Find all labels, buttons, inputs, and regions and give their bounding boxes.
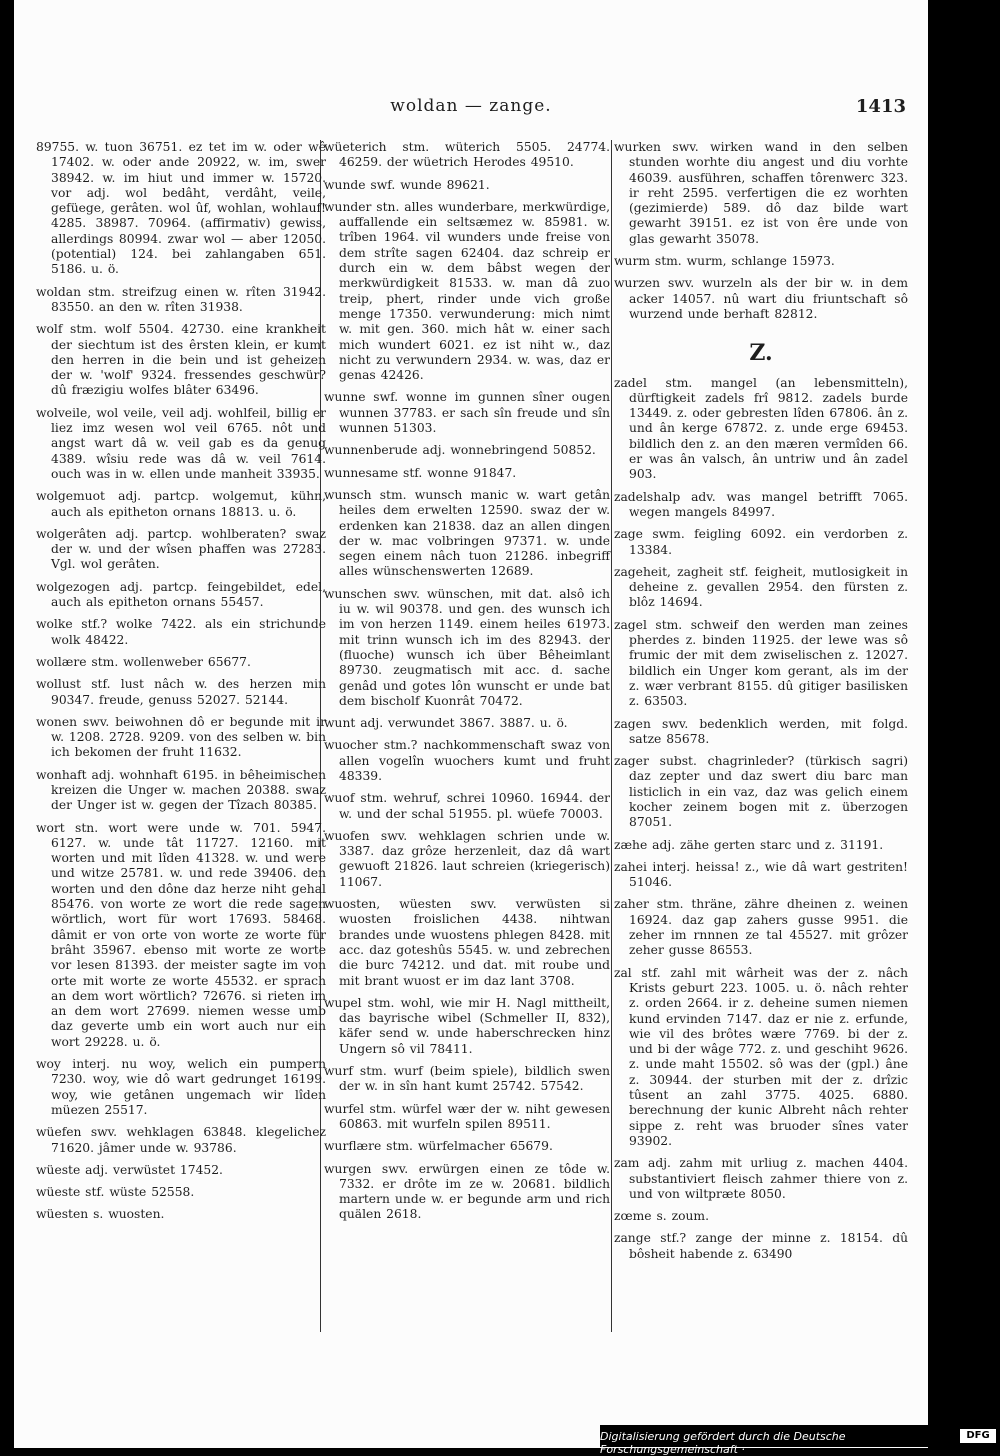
running-title: woldan — zange. bbox=[390, 96, 552, 116]
dictionary-entry: wuofen swv. wehklagen schrien unde w. 3387. daz grôze herzenleit, daz dâ wart gewuoft 21826. laut schreien (kriegerisch) 11067. bbox=[324, 828, 610, 889]
dictionary-entry: wunsch stm. wunsch manic w. wart getân heiles dem erwelten 12590. swaz der w. erdenken kan 21838. daz an allen dingen der w. mac volbringen 97371. w. unde segen einem nâch tuon 21286. inbegriff alles wünschenswerten 12689. bbox=[324, 487, 610, 579]
dictionary-entry: zahei interj. heissa! z., wie dâ wart gestriten! 51046. bbox=[614, 859, 908, 890]
funding-text: Digitalisierung gefördert durch die Deutsche Forschungsgemeinschaft · bbox=[600, 1430, 846, 1456]
dfg-logo: DFG bbox=[960, 1429, 996, 1443]
dictionary-entry: wurf stm. wurf (beim spiele), bildlich swen der w. in sîn hant kumt 25742. 57542. bbox=[324, 1064, 610, 1094]
dictionary-entry: wunde swf. wunde 89621. bbox=[324, 177, 490, 192]
dictionary-entry: wunt adj. verwundet 3867. 3887. u. ö. bbox=[324, 716, 568, 731]
page-number: 1413 bbox=[855, 96, 906, 117]
dictionary-entry: zagel stm. schweif den werden man zeines pherdes z. binden 11925. der lewe was sô frumic der mit dem zwiselischen z. 12027. bildlich ein Unger kom gerant, als im der z. wær verbrant 8155. dû gitiger basilisken z. 63503. bbox=[614, 617, 908, 709]
dictionary-entry: wurzen swv. wurzeln als der bir w. in dem acker 14057. nû wart diu friuntschaft sô wurzend unde berhaft 82812. bbox=[614, 276, 908, 321]
dictionary-entry: woldan stm. streifzug einen w. rîten 31942. 83550. an den w. rîten 31938. bbox=[36, 284, 326, 314]
dictionary-entry: wonen swv. beiwohnen dô er begunde mit ir w. 1208. 2728. 9209. von des selben w. bin ich bekomen der fruht 11632. bbox=[36, 714, 326, 760]
dictionary-entry: wollære stm. wollenweber 65677. bbox=[36, 654, 251, 669]
dictionary-entry: wüefen swv. wehklagen 63848. klegelichez 71620. jâmer unde w. 93786. bbox=[36, 1125, 326, 1155]
dictionary-page bbox=[14, 0, 928, 1448]
page-header bbox=[14, 96, 928, 122]
dictionary-entry: zager subst. chagrinleder? (türkisch sagri) daz zepter und daz swert diu barc man listiclich in ein vaz, daz was gelich einem kocher zeinem bogen mit z. überzogen 87051. bbox=[614, 754, 908, 830]
dictionary-entry: 89755. w. tuon 36751. ez tet im w. oder wê 17402. w. oder ande 20922, w. im, swer 38942. w. im hiut und immer w. 15720. vor adj. wol bedâht, verdâht, veile, gefüege, gerâten. wol ûf, wohlan, wohlauf! 4285. 38987. 70964. (affirmativ) gewiss, allerdings 80994. zwar wol — aber 12050. (potential) 124. bei zahlangaben 651. 5186. u. ö. bbox=[36, 140, 326, 277]
dictionary-entry: wuof stm. wehruf, schrei 10960. 16944. der w. und der schal 51955. pl. wüefe 70003. bbox=[324, 791, 610, 821]
dictionary-entry: wolgerâten adj. partcp. wohlberaten? swaz der w. und der wîsen phaffen was 27283. Vgl. wol gerâten. bbox=[36, 526, 326, 572]
dictionary-entry: wüeste adj. verwüstet 17452. bbox=[36, 1162, 223, 1177]
dictionary-entry: wolf stm. wolf 5504. 42730. eine krankheit der siechtum ist des êrsten klein, er kumt den herren in die bein und ist geheizen der w. 'wolf' 9324. fressendes geschwür? dû fræzigiu wolfes blâter 63496. bbox=[36, 322, 326, 398]
dictionary-entry: zæhe adj. zähe gerten starc und z. 31191. bbox=[614, 837, 884, 852]
dictionary-entry: wurflære stm. würfelmacher 65679. bbox=[324, 1139, 553, 1154]
dictionary-entry: zageheit, zagheit stf. feigheit, mutlosigkeit in deheine z. gevallen 2954. den fürsten z. blôz 14694. bbox=[614, 564, 908, 610]
column-1 bbox=[36, 140, 326, 1230]
section-letter-heading: Z. bbox=[749, 340, 773, 367]
dictionary-entry: wurm stm. wurm, schlange 15973. bbox=[614, 254, 835, 269]
dictionary-entry: wurgen swv. erwürgen einen ze tôde w. 7332. er drôte im ze w. 20681. bildlich martern unde w. er begunde arm und rich quälen 2618. bbox=[324, 1161, 610, 1222]
dictionary-entry: wupel stm. wohl, wie mir H. Nagl mittheilt, das bayrische wibel (Schmeller II, 832), käfer send w. unde haberschrecken hinz Ungern sô vil 78411. bbox=[324, 995, 610, 1056]
dictionary-entry: wolgezogen adj. partcp. feingebildet, edel, auch als epitheton ornans 55457. bbox=[36, 579, 326, 610]
column-3-z-entries bbox=[614, 376, 908, 1262]
dictionary-entry: woy interj. nu woy, welich ein pumpern 7230. woy, wie dô wart gedrunget 16199. woy, wie getânen ungemach wir lîden müezen 25517. bbox=[36, 1057, 326, 1117]
column-divider-2 bbox=[611, 140, 612, 1332]
dictionary-entry: zam adj. zahm mit urliug z. machen 4404. substantiviert fleisch zahmer thiere von z. und von wiltpræte 8050. bbox=[614, 1156, 908, 1201]
dictionary-entry: zadel stm. mangel (an lebensmitteln), dürftigkeit zadels frî 9812. zadels burde 13449. z. oder gebresten lîden 67806. ân z. und ân kerge 67872. z. unde erge 69453. bildlich den z. an den mæren vermîden 66. er was ân valsch, ân untriw und ân zadel 903. bbox=[614, 375, 908, 482]
dictionary-entry: wuosten, wüesten swv. verwüsten si wuosten froislichen 4438. nihtwan brandes unde wuostens phlegen 8428. mit acc. daz goteshûs 5545. w. und zebrechen die burc 74212. und dat. mit roube und mit brant wuost er im daz lant 3708. bbox=[324, 897, 610, 988]
dictionary-entry: wunder stn. alles wunderbare, merkwürdige, auffallende ein seltsæmez w. 85981. w. trîben 1964. vil wunders unde freise von dem strîte sagen 62404. daz schreip er durch ein w. dem bâbst wegen der merkwürdigkeit 81533. w. man dâ zuo treip, phert, rinder unde vich große menge 17350. verwunderung: mich nimt w. mit gen. 360. mich hât w. einer sach mich wundert 6021. ez ist niht w., daz nicht zu verwundern 2934. w. was, daz er genas 42426. bbox=[324, 199, 611, 383]
dictionary-entry: wonhaft adj. wohnhaft 6195. in bêheimischen kreizen die Unger w. machen 20388. swaz der Unger ist w. gegen der Tîzach 80385. bbox=[36, 767, 326, 813]
dictionary-entry: zœme s. zoum. bbox=[614, 1209, 709, 1224]
dictionary-entry: wurfel stm. würfel wær der w. niht gewesen 60863. mit wurfeln spilen 89511. bbox=[324, 1101, 610, 1131]
dictionary-entry: wunnesame stf. wonne 91847. bbox=[324, 465, 517, 480]
dictionary-entry: zal stf. zahl mit wârheit was der z. nâch Krists geburt 223. 1005. u. ö. nâch rehter z. orden 2664. ir z. deheine sumen niemen kund ervinden 7147. daz er nie z. erfunde, wie vil des brôtes wære 7769. bi der z. und bi der wâge 772. z. und geschiht 9626. z. unde maht 15502. sô was der (gpl.) âne z. 30944. der sturben mit der z. drîzic tûsent an zahl 3775. 4025. 6880. berechnung der kunic Albreht nâch rehter sippe z. reht was bruoder sînes vater 93902. bbox=[614, 965, 908, 1148]
dictionary-entry: wunnenberude adj. wonnebringend 50852. bbox=[324, 443, 596, 458]
dictionary-entry: wort stn. wort were unde w. 701. 5947. 6127. w. unde tât 11727. 12160. mit worten und mit lîden 41328. w. und were und witze 25781. w. und rede 39406. den worten und den dône daz herze niht gehal 85476. von worte ze wort die rede sagen wörtlich, wort für wort 17693. 58468. dâmit er von orte von worte ze worte für brâht 35967. ebenso mit worte ze worte vor lesen 81393. der meister sagte im von orte mit worte ze worte 45532. er sprach an dem wort wörtlich? 72676. si rieten im an dem wort 27699. niemen wesse umb daz geverte umb ein wort auch nur ein wort 29228. u. ö. bbox=[36, 820, 326, 1049]
dictionary-entry: wüeste stf. wüste 52558. bbox=[36, 1185, 195, 1200]
dictionary-entry: zaher stm. thräne, zähre dheinen z. weinen 16924. daz gap zahers gusse 9951. die zeher im rnnnen ze tal 45527. mit grôzer zeher gusse 86553. bbox=[614, 897, 908, 958]
dictionary-entry: wuocher stm.? nachkommenschaft swaz von allen vogelîn wuochers kumt und fruht 48339. bbox=[324, 738, 610, 783]
dictionary-entry: wurken swv. wirken wand in den selben stunden worhte diu angest und diu vorhte 46039. ausführen, schaffen tôrenwerc 323. ir reht 2595. verfertigen die ez worhten (gezimierde) 589. dô daz bilde wart gewarht 39151. ez ist von êre unde von glas gewarht 35078. bbox=[614, 140, 908, 246]
dictionary-entry: zage swm. feigling 6092. ein verdorben z. 13384. bbox=[614, 527, 908, 557]
dictionary-entry: wüesten s. wuosten. bbox=[36, 1207, 165, 1222]
dictionary-entry: wunne swf. wonne im gunnen sîner ougen wunnen 37783. er sach sîn freude und sîn wunnen 51303. bbox=[324, 390, 610, 436]
column-3 bbox=[614, 140, 908, 1269]
dictionary-entry: wüeterich stm. wüterich 5505. 24774. 46259. der wüetrich Herodes 49510. bbox=[324, 140, 610, 170]
dictionary-entry: wunschen swv. wünschen, mit dat. alsô ich iu w. wil 90378. und gen. des wunsch ich im von herzen 1149. einem heiles 61973. mit trinn wunsch ich im des 82943. der (fluoche) wunsch ich über Bêheimlant 89730. zeugmatisch mit acc. d. sache genâd und gotes lôn wunscht er unde bat dem bischolf Kuonrât 70472. bbox=[324, 586, 610, 708]
dictionary-entry: wolgemuot adj. partcp. wolgemut, kühn, auch als epitheton ornans 18813. u. ö. bbox=[36, 489, 326, 519]
column-2 bbox=[324, 140, 610, 1230]
dictionary-entry: zagen swv. bedenklich werden, mit folgd. satze 85678. bbox=[614, 716, 908, 746]
column-3-w-entries bbox=[614, 140, 908, 322]
dictionary-entry: wollust stf. lust nâch w. des herzen min 90347. freude, genuss 52027. 52144. bbox=[36, 677, 326, 707]
dictionary-entry: wolke stf.? wolke 7422. als ein strichunde wolk 48422. bbox=[36, 617, 326, 647]
dictionary-entry: zange stf.? zange der minne z. 18154. dû bôsheit habende z. 63490 bbox=[614, 1231, 908, 1261]
dictionary-entry: zadelshalp adv. was mangel betrifft 7065. wegen mangels 84997. bbox=[614, 489, 908, 519]
funding-banner bbox=[600, 1425, 1000, 1456]
dictionary-entry: wolveile, wol veile, veil adj. wohlfeil, billig er liez imz wesen wol veil 6765. nôt und angst wart dâ w. veil gab es da genug 4389. wîsiu rede was dâ w. veil 7614. ouch was in w. ellen unde manheit 33935. bbox=[36, 405, 326, 481]
